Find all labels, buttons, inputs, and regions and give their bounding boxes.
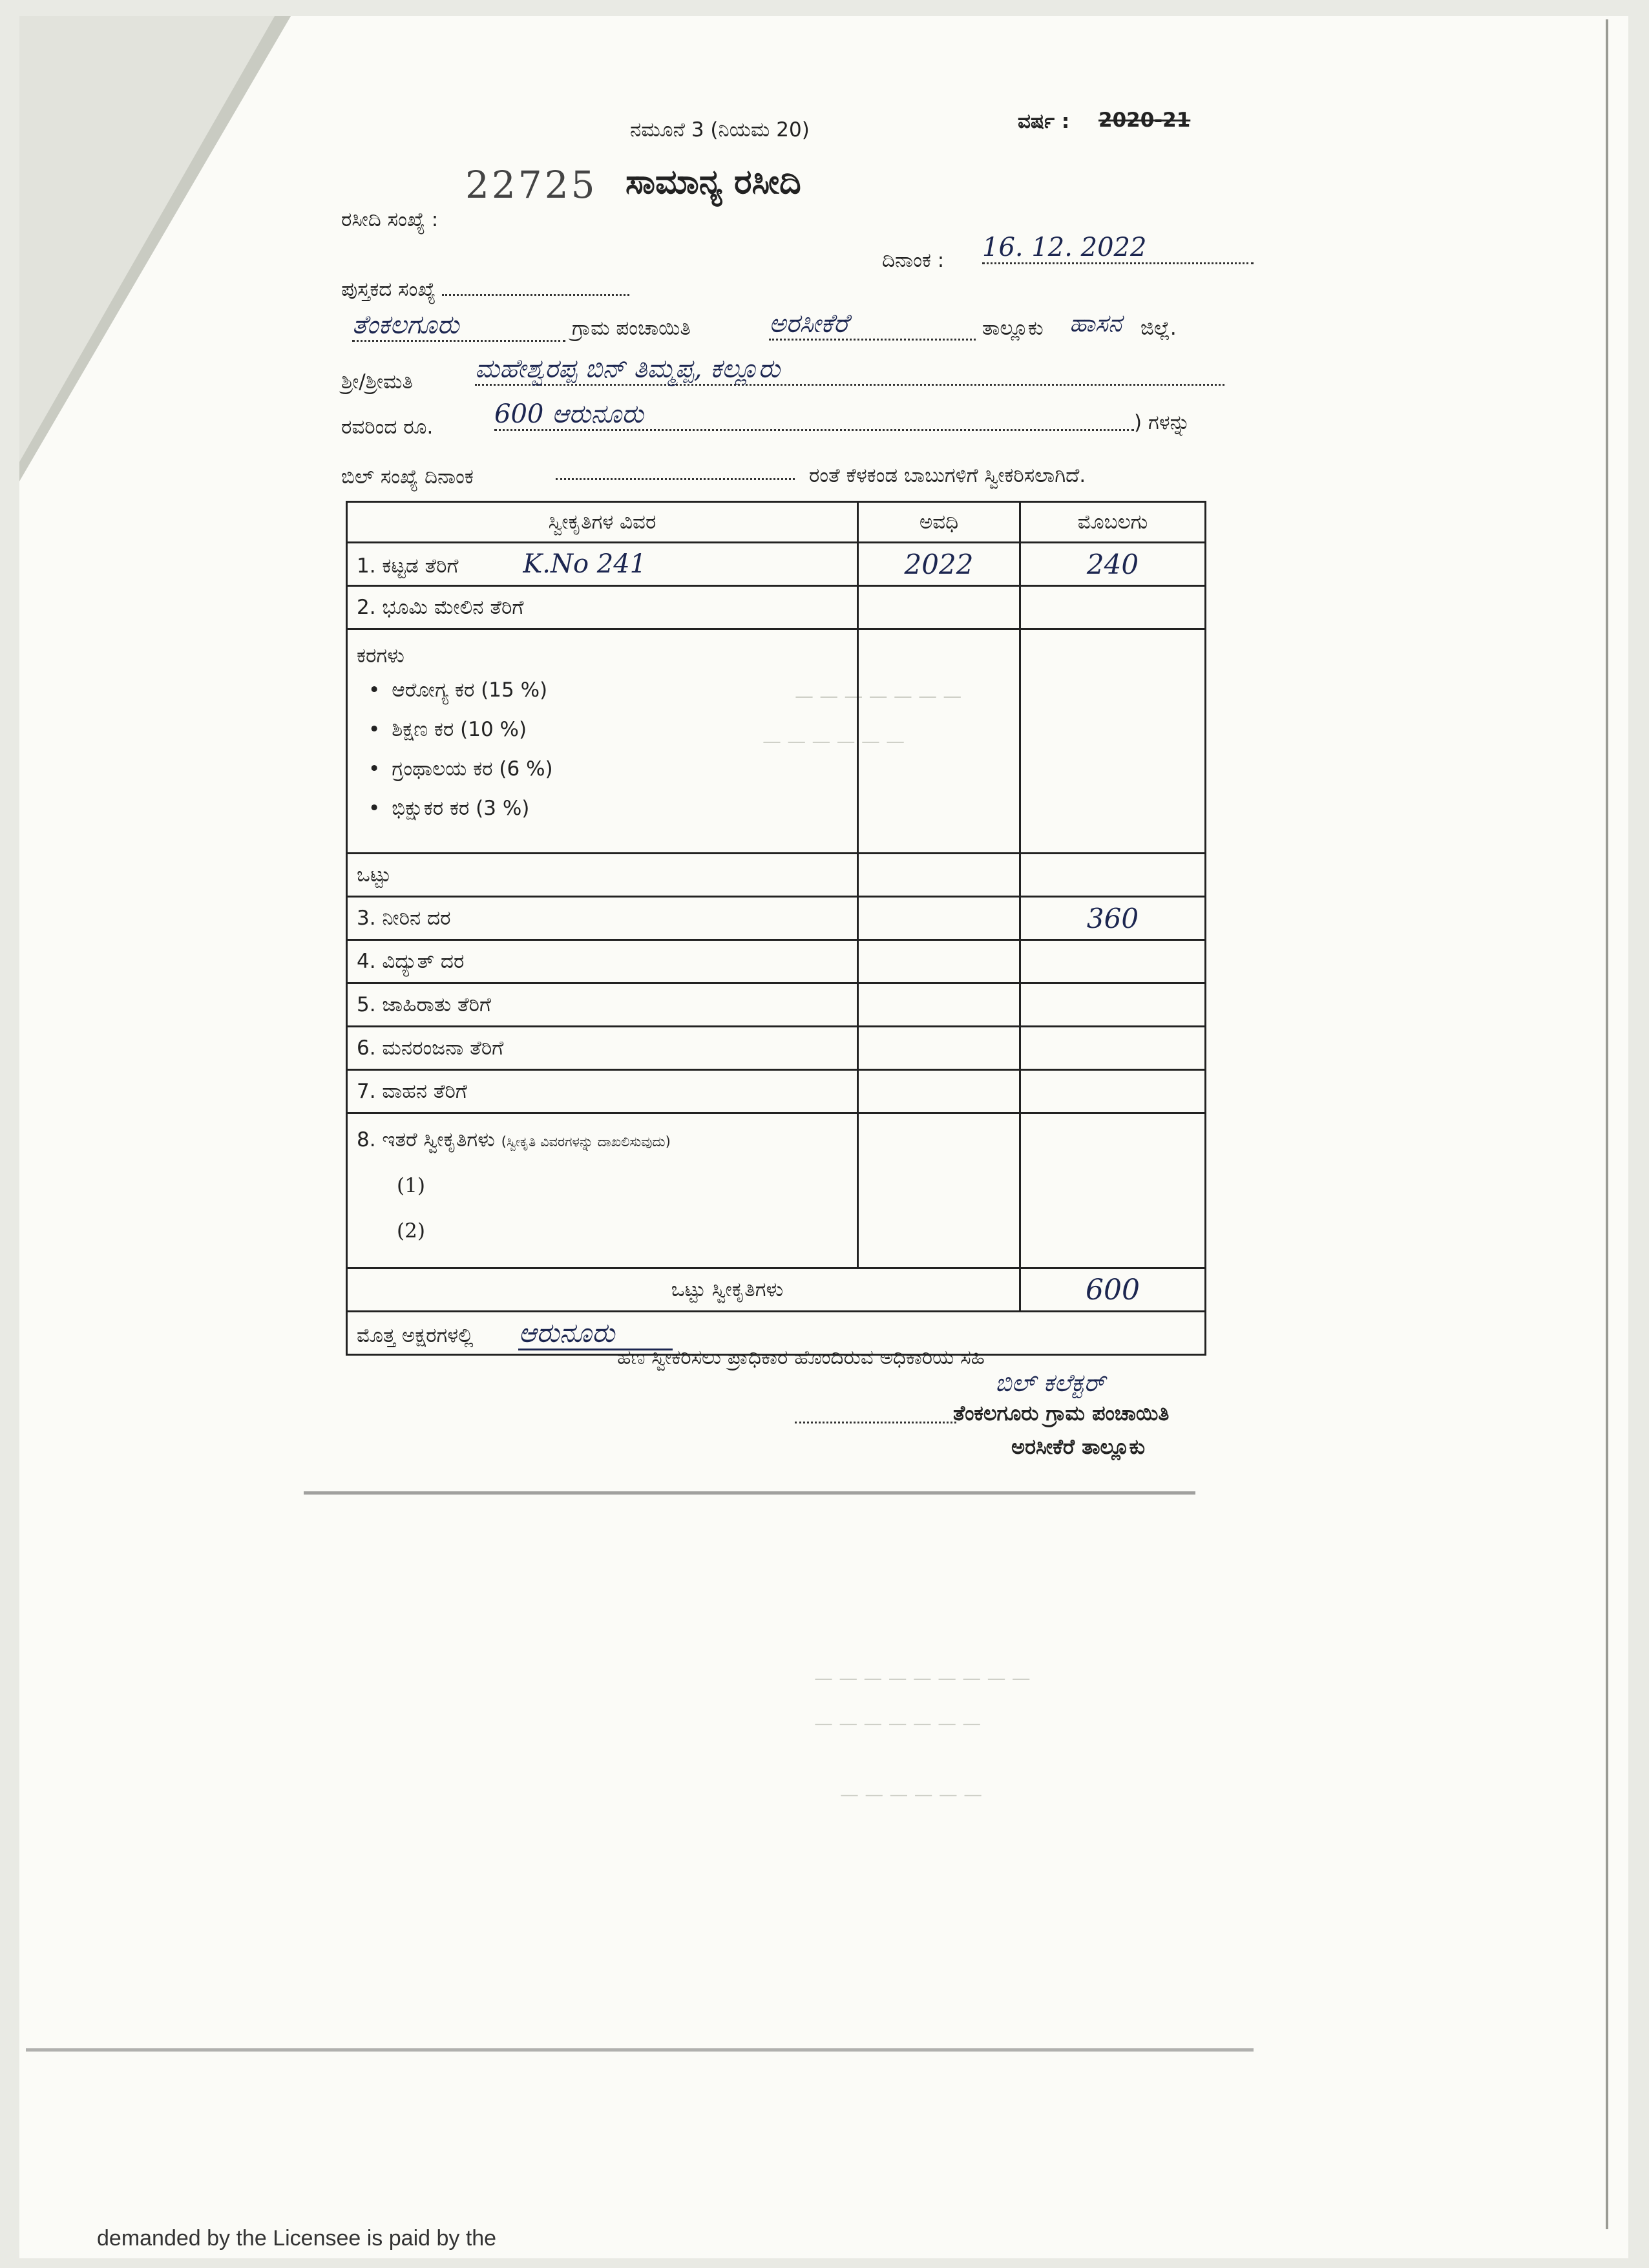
signature-label: ಹಣ ಸ್ವೀಕರಿಸಲು ಪ್ರಾಧಿಕಾರ ಹೊಂದಿರುವ ಅಧಿಕಾರಿಯ ಸಹಿ <box>617 1346 985 1369</box>
land-tax-label: 2. ಭೂಮಿ ಮೇಲಿನ ತೆರಿಗೆ <box>347 586 858 629</box>
electricity-label: 4. ವಿದ್ಯುತ್ ದರ <box>347 940 858 983</box>
building-tax-detail: K.No 241 <box>523 549 647 579</box>
table-row <box>347 854 1206 897</box>
water-rate-label: 3. ನೀರಿನ ದರ <box>347 897 858 940</box>
other-1: (1) <box>397 1174 425 1197</box>
table-row <box>347 940 1206 983</box>
header-details: ಸ್ವೀಕೃತಿಗಳ ವಿವರ <box>347 502 858 543</box>
vehicle-label: 7. ವಾಹನ ತೆರಿಗೆ <box>347 1070 858 1113</box>
stamp-line1: ತೆಂಕಲಗೂರು ಗ್ರಾಮ ಪಂಚಾಯಿತಿ <box>953 1401 1170 1425</box>
date-label: ದಿನಾಂಕ : <box>882 249 945 272</box>
year-label: ವರ್ಷ : <box>1018 110 1070 133</box>
received-text: ರಂತೆ ಕೆಳಕಂಡ ಬಾಬುಗಳಿಗೆ ಸ್ವೀಕರಿಸಲಾಗಿದೆ. <box>809 464 1086 487</box>
village-value: ತೆಂಕಲಗೂರು <box>352 310 565 342</box>
scan-edge-right <box>1606 19 1608 2229</box>
advertisement-label: 5. ಜಾಹಿರಾತು ತೆರಿಗೆ <box>347 983 858 1027</box>
from-label: ರವರಿಂದ ರೂ. <box>341 415 434 439</box>
receipt-title: ಸಾಮಾನ್ಯ ರಸೀದಿ <box>625 163 801 202</box>
list-item: • ಆರೋಗ್ಯ ಕರ (15 %) <box>368 678 848 702</box>
signature-dots <box>795 1422 956 1423</box>
district-label: ಜಿಲ್ಲೆ. <box>1140 317 1177 340</box>
other-cell <box>347 1113 858 1268</box>
district-value: ಹಾಸನ <box>1069 309 1122 337</box>
table-row <box>347 543 1206 586</box>
bill-dots <box>556 478 795 480</box>
taluk-value: ಅರಸೀಕೆರೆ <box>769 309 976 341</box>
words-label: ಮೊತ್ತ ಅಕ್ಷರಗಳಲ್ಲಿ <box>357 1324 474 1347</box>
folded-corner-inner <box>19 16 275 462</box>
amount-value: 600 ಆರುನೂರು <box>494 399 1134 431</box>
panchayat-label: ಗ್ರಾಮ ಪಂಚಾಯಿತಿ <box>572 317 691 340</box>
other-note: (ಸ್ವೀಕೃತಿ ವಿವರಗಳನ್ನು ದಾಖಲಿಸುವುದು) <box>501 1134 671 1150</box>
table-row <box>347 629 1206 854</box>
plural-suffix: ) ಗಳನ್ನು <box>1134 411 1190 434</box>
book-no-label: ಪುಸ್ತಕದ ಸಂಖ್ಯೆ <box>341 278 629 302</box>
form-label: ನಮೂನೆ 3 (ನಿಯಮ 20) <box>630 118 810 142</box>
scan-edge-line <box>26 2048 1254 2052</box>
building-tax-period: 2022 <box>858 543 1020 586</box>
receipt-number: 22725 <box>465 163 598 207</box>
header-period: ಅವಧಿ <box>858 502 1020 543</box>
other-2: (2) <box>397 1219 425 1243</box>
total-label: ಒಟ್ಟು ಸ್ವೀಕೃತಿಗಳು <box>347 1268 1020 1312</box>
name-label: ಶ್ರೀ/ಶ್ರೀಮತಿ <box>341 370 413 394</box>
table-row <box>347 1070 1206 1113</box>
table-row <box>347 1113 1206 1268</box>
list-item: • ಶಿಕ್ಷಣ ಕರ (10 %) <box>368 718 848 742</box>
building-tax-label: 1. ಕಟ್ಟಡ ತೆರಿಗೆ <box>357 554 459 578</box>
table-row <box>347 1268 1206 1312</box>
receipt-no-label: ರಸೀದಿ ಸಂಖ್ಯೆ : <box>341 208 439 231</box>
taluk-label: ತಾಲ್ಲೂಕು <box>982 317 1044 340</box>
receipt-table <box>346 501 1206 1356</box>
cesses-label: ಕರಗಳು <box>357 644 404 667</box>
table-row <box>347 983 1206 1027</box>
words-value: ಆರುನೂರು <box>518 1317 673 1350</box>
date-value: 16. 12. 2022 <box>982 233 1254 264</box>
cesses-cell <box>347 629 858 854</box>
table-row <box>347 1027 1206 1070</box>
total-amount: 600 <box>1020 1268 1206 1312</box>
header-amount: ಮೊಬಲಗು <box>1020 502 1206 543</box>
stamp-line2: ಅರಸೀಕೆರೆ ತಾಲ್ಲೂಕು <box>1011 1434 1146 1459</box>
cut-edge-line <box>304 1491 1195 1495</box>
building-tax-cell <box>347 543 858 586</box>
list-item: • ಗ್ರಂಥಾಲಯ ಕರ (6 %) <box>368 757 848 781</box>
table-row <box>347 897 1206 940</box>
year-value: 2020-21 <box>1098 109 1191 132</box>
other-label: 8. ಇತರೆ ಸ್ವೀಕೃತಿಗಳು <box>357 1128 495 1151</box>
subtotal-label: ಒಟ್ಟು <box>347 854 858 897</box>
list-item: • ಭಿಕ್ಷುಕರ ಕರ (3 %) <box>368 797 848 821</box>
table-row <box>347 586 1206 629</box>
building-tax-amount: 240 <box>1020 543 1206 586</box>
entertainment-label: 6. ಮನರಂಜನಾ ತೆರಿಗೆ <box>347 1027 858 1070</box>
water-rate-amount: 360 <box>1020 897 1206 940</box>
bill-label: ಬಿಲ್ ಸಂಖ್ಯೆ ದಿನಾಂಕ <box>341 465 474 488</box>
bottom-bleed-text: demanded by the Licensee is paid by the <box>97 2226 497 2251</box>
name-value: ಮಹೇಶ್ವರಪ್ಪ ಬಿನ್ ತಿಮ್ಮಪ್ಪ, ಕಲ್ಲೂರು <box>475 354 1224 386</box>
signature-hand: ಬಿಲ್ ಕಲೆಕ್ಟರ್ <box>995 1369 1106 1397</box>
